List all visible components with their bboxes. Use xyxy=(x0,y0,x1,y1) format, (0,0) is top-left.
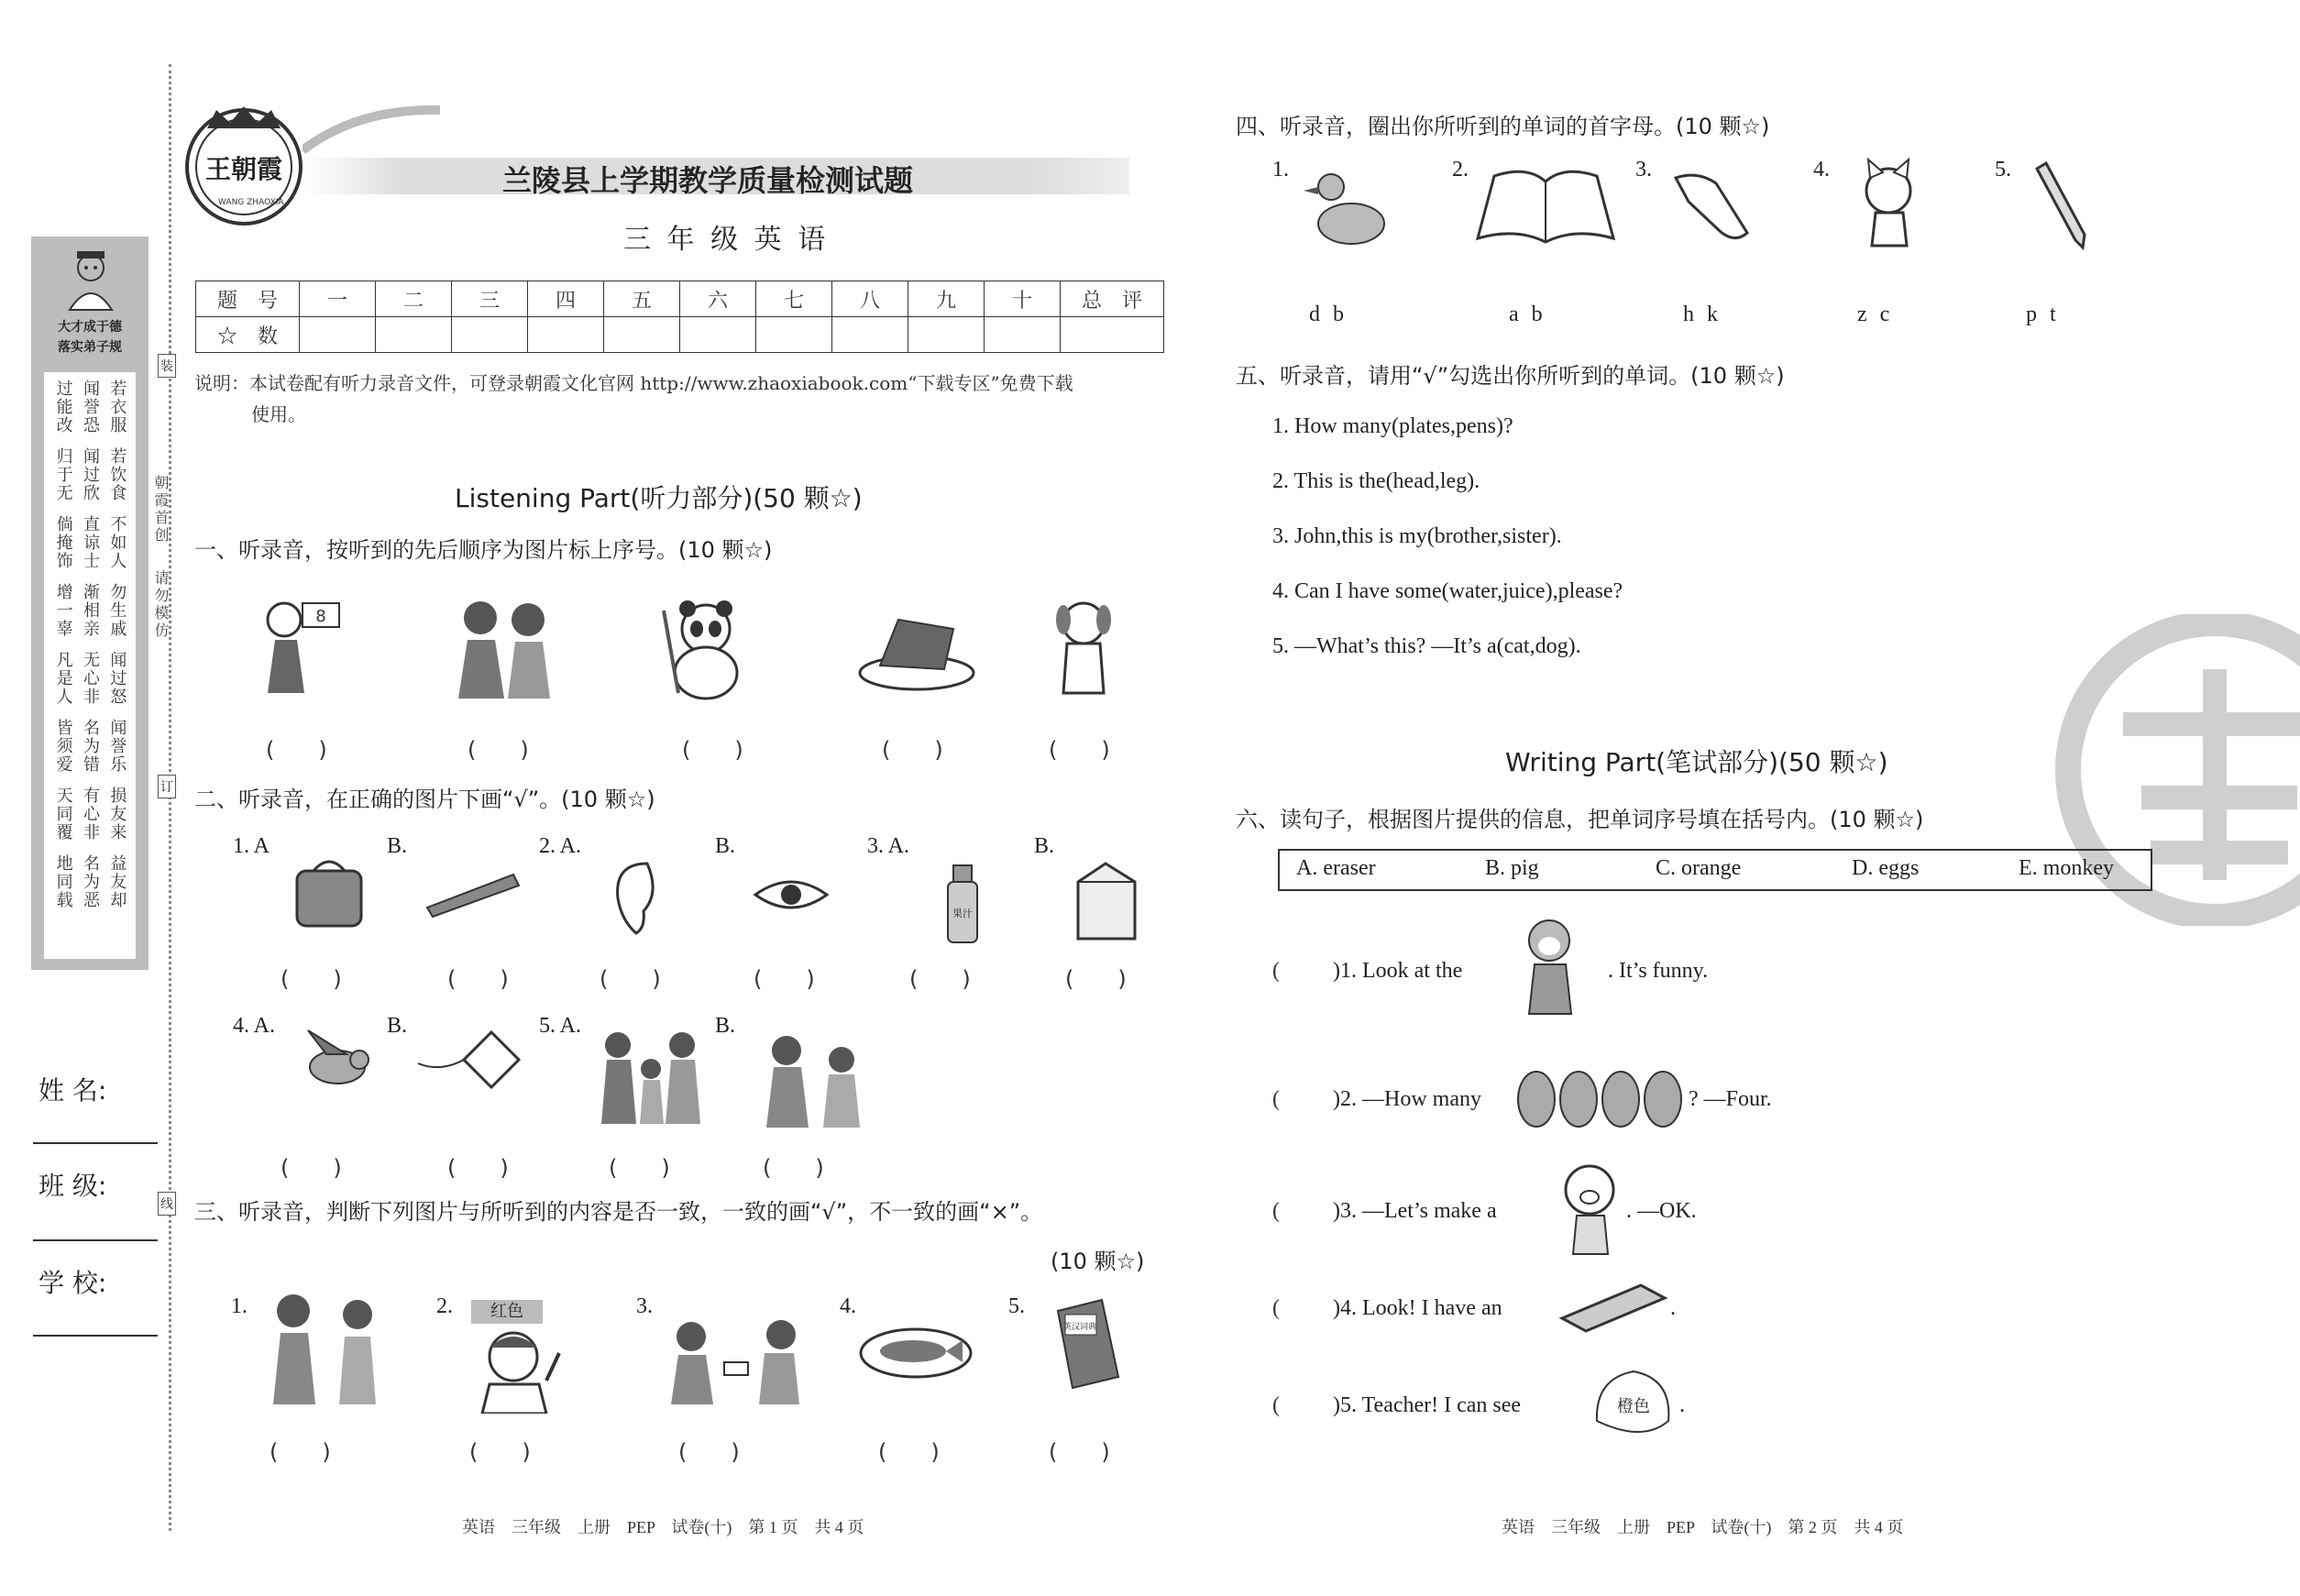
ear-picture xyxy=(609,856,664,939)
answer-blank[interactable]: ( ) xyxy=(763,1155,824,1181)
answer-blank[interactable]: ( ) xyxy=(1049,737,1110,763)
q5-item[interactable]: 2. This is the(head,leg). xyxy=(1272,469,1480,493)
answer-blank[interactable]: ( xyxy=(1272,1199,1280,1223)
item-number: 3. xyxy=(1635,158,1652,182)
sentence-3-start: )3. —Let’s make a xyxy=(1333,1199,1497,1223)
exam-title: 兰陵县上学期教学质量检测试题 xyxy=(502,163,914,198)
cat-picture xyxy=(1848,158,1931,249)
answer-blank[interactable]: ( xyxy=(1272,1296,1280,1320)
bird-picture xyxy=(290,1027,381,1100)
fish-dish-picture xyxy=(856,1311,975,1384)
question-1-heading: 一、听录音，按听到的先后顺序为图片标上序号。(10 颗☆) xyxy=(194,537,773,563)
answer-blank[interactable]: ( ) xyxy=(266,737,327,763)
sentence-4-start: )4. Look! I have an xyxy=(1333,1296,1502,1320)
option-label: B. xyxy=(1034,834,1055,858)
q5-item[interactable]: 3. John,this is my(brother,sister). xyxy=(1272,524,1562,548)
score-header-row: 题 号 一 二 三 四 五 六 七 八 九 十 总 评 xyxy=(196,281,1164,317)
monkey-picture xyxy=(1507,913,1590,1023)
dog-picture xyxy=(1036,592,1128,702)
pig-picture xyxy=(1553,1157,1626,1258)
class-field[interactable] xyxy=(33,1239,158,1241)
option-label: 1. A xyxy=(233,834,270,858)
answer-blank[interactable]: ( ) xyxy=(270,1439,331,1465)
option-label: 3. A. xyxy=(867,834,910,858)
answer-blank[interactable]: ( ) xyxy=(678,1439,740,1465)
milk-carton-picture xyxy=(1065,854,1148,946)
answer-blank[interactable]: ( ) xyxy=(754,966,815,992)
sentence-4-end: . xyxy=(1670,1296,1676,1320)
kite-picture xyxy=(413,1027,523,1100)
answer-blank[interactable]: ( ) xyxy=(447,1155,509,1181)
svg-text:英汉词典: 英汉词典 xyxy=(1062,1323,1097,1332)
schoolbag-picture xyxy=(288,853,370,935)
answer-blank[interactable]: ( ) xyxy=(281,966,342,992)
score-value-row: ☆ 数 xyxy=(196,317,1164,353)
page-footer-right: 英语 三年级 上册 PEP 试卷(十) 第 2 页 共 4 页 xyxy=(1502,1518,1904,1536)
letter-choices[interactable]: a b xyxy=(1509,303,1546,326)
poem-box xyxy=(44,372,136,959)
answer-blank[interactable]: ( ) xyxy=(468,737,529,763)
poem-row: 增一辜 渐相亲 勿生戚 xyxy=(53,583,127,638)
letter-choices[interactable]: h k xyxy=(1683,303,1722,326)
sidebar-panel xyxy=(31,237,149,970)
svg-text:橙色: 橙色 xyxy=(1617,1397,1650,1416)
answer-blank[interactable]: ( ) xyxy=(600,966,661,992)
letter-choices[interactable]: p t xyxy=(2026,303,2060,326)
option-eraser: A. eraser xyxy=(1296,856,1376,880)
poem-row: 倘掩饰 直谅士 不如人 xyxy=(53,515,127,570)
question-2-heading: 二、听录音，在正确的图片下画“√”。(10 颗☆) xyxy=(194,787,655,812)
giving-gift-picture xyxy=(658,1316,814,1408)
item-number: 1. xyxy=(231,1294,248,1318)
page-footer-left: 英语 三年级 上册 PEP 试卷(十) 第 1 页 共 4 页 xyxy=(462,1518,864,1536)
boy-waving-picture xyxy=(466,1326,567,1414)
binding-mark: 线 xyxy=(158,1192,176,1216)
question-5-heading: 五、听录音，请用“√”勾选出你所听到的单词。(10 颗☆) xyxy=(1236,363,1785,389)
hand-picture xyxy=(1670,165,1753,248)
item-number: 4. xyxy=(1813,158,1830,182)
option-label: B. xyxy=(387,834,408,858)
answer-blank[interactable]: ( xyxy=(1272,1087,1280,1111)
listening-title: Listening Part(听力部分)(50 颗☆) xyxy=(455,483,863,513)
score-table xyxy=(195,281,1164,353)
answer-blank[interactable]: ( ) xyxy=(1049,1439,1110,1465)
question-3-heading: 三、听录音，判断下列图片与所听到的内容是否一致，一致的画“√”，不一致的画“×”。 xyxy=(194,1199,1043,1225)
two-boys-picture xyxy=(752,1030,871,1131)
vertical-note-2: 请勿模仿 xyxy=(152,570,170,640)
school-label: 学 校: xyxy=(39,1268,107,1298)
poem-row: 皆须爱 名为错 闻誉乐 xyxy=(53,719,127,774)
ruler-picture xyxy=(422,864,523,919)
duck-picture xyxy=(1300,167,1392,259)
poem-row: 过能改 闻誉恐 若衣服 xyxy=(53,380,127,435)
eye-picture xyxy=(750,867,832,922)
instruction-note-cont: 使用。 xyxy=(251,403,306,425)
boy-and-girl-picture xyxy=(257,1291,394,1410)
poem-row: 地同载 名为恶 益友却 xyxy=(53,854,127,909)
scholar-icon xyxy=(59,246,123,315)
book-picture xyxy=(1472,163,1619,246)
question-4-heading: 四、听录音，圈出你所听到的单词的首字母。(10 颗☆) xyxy=(1236,114,1770,139)
logo-subtext: WANG ZHAOXIA xyxy=(218,198,284,207)
brand-logo xyxy=(180,101,308,229)
option-eggs: D. eggs xyxy=(1852,856,1920,880)
item-number: 3. xyxy=(636,1294,653,1318)
option-pig: B. pig xyxy=(1485,856,1539,880)
answer-blank[interactable]: ( xyxy=(1272,1393,1280,1417)
class-label: 班 级: xyxy=(39,1171,107,1201)
option-label: 5. A. xyxy=(539,1014,582,1038)
item-number: 2. xyxy=(436,1294,453,1318)
question-6-heading: 六、读句子，根据图片提供的信息，把单词序号填在括号内。(10 颗☆) xyxy=(1236,807,1924,832)
item-number: 1. xyxy=(1272,158,1289,182)
q5-item[interactable]: 4. Can I have some(water,juice),please? xyxy=(1272,579,1623,603)
item-number: 5. xyxy=(1995,158,2011,182)
sentence-2-end: ? —Four. xyxy=(1689,1087,1772,1111)
sentence-2-start: )2. —How many xyxy=(1333,1087,1481,1111)
q5-item[interactable]: 1. How many(plates,pens)? xyxy=(1272,414,1513,438)
dictionary-picture xyxy=(1045,1293,1128,1393)
sentence-3-end: . —OK. xyxy=(1626,1199,1697,1223)
answer-blank[interactable]: ( ) xyxy=(909,966,971,992)
option-label: B. xyxy=(715,1014,736,1038)
answer-blank[interactable]: ( ) xyxy=(281,1155,342,1181)
bread-picture xyxy=(853,601,981,693)
answer-blank[interactable]: ( ) xyxy=(1065,966,1127,992)
sentence-5-end: . xyxy=(1679,1393,1685,1417)
panda-picture xyxy=(651,592,761,702)
instruction-note: 说明：本试卷配有听力录音文件，可登录朝霞文化官网 http://www.zhaoxiabook.com“下载专区”免费下载 xyxy=(194,372,1073,394)
q5-item[interactable]: 5. —What’s this? —It’s a(cat,dog). xyxy=(1272,634,1581,658)
option-monkey: E. monkey xyxy=(2019,856,2114,880)
answer-blank[interactable]: ( ) xyxy=(447,966,509,992)
answer-blank[interactable]: ( ) xyxy=(469,1439,531,1465)
motto: 大才成于德 落实弟子规 xyxy=(58,320,122,355)
name-label: 姓 名: xyxy=(39,1075,107,1106)
ribbon-decoration xyxy=(303,99,440,154)
vertical-note-1: 朝霞首创 xyxy=(152,475,170,545)
letter-choices[interactable]: z c xyxy=(1857,303,1894,326)
binding-mark: 订 xyxy=(158,775,176,798)
option-label: 4. A. xyxy=(233,1014,276,1038)
eggs-picture xyxy=(1514,1067,1689,1131)
poem-row: 天同覆 有心非 损友来 xyxy=(53,787,127,842)
option-label: B. xyxy=(387,1014,408,1038)
answer-blank[interactable]: ( ) xyxy=(609,1155,670,1181)
svg-text:王朝霞: 王朝霞 xyxy=(204,154,283,184)
exam-subtitle: 三 年 级 英 语 xyxy=(623,224,830,256)
option-label: B. xyxy=(715,834,736,858)
pencil-picture xyxy=(2028,161,2092,253)
sentence-1-end: . It’s funny. xyxy=(1608,959,1709,983)
girl-number-card-picture xyxy=(248,592,358,702)
svg-text:8: 8 xyxy=(315,607,326,626)
answer-blank[interactable]: ( ) xyxy=(682,737,743,763)
sentence-1-start: )1. Look at the xyxy=(1333,959,1463,983)
answer-blank[interactable]: ( ) xyxy=(882,737,943,763)
svg-text:果汁: 果汁 xyxy=(952,908,973,919)
question-3-score: (10 颗☆) xyxy=(1051,1249,1145,1274)
juice-bottle-picture xyxy=(935,856,990,948)
leaf-picture xyxy=(1588,1366,1679,1448)
answer-blank[interactable]: ( ) xyxy=(878,1439,940,1465)
letter-choices[interactable]: d b xyxy=(1309,303,1348,326)
binding-mark: 装 xyxy=(158,354,176,378)
option-label: 2. A. xyxy=(539,834,582,858)
word-options-box xyxy=(1278,849,2152,891)
color-card: 红色 xyxy=(471,1300,543,1324)
item-number: 5. xyxy=(1008,1294,1025,1318)
writing-title: Writing Part(笔试部分)(50 颗☆) xyxy=(1505,747,1888,777)
poem-row: 归于无 闻过欣 若饮食 xyxy=(53,447,127,502)
option-orange: C. orange xyxy=(1656,856,1742,880)
school-field[interactable] xyxy=(33,1335,158,1337)
poem-row: 凡是人 无心非 闻过怒 xyxy=(53,651,127,706)
item-number: 2. xyxy=(1452,158,1469,182)
eraser-picture xyxy=(1557,1280,1670,1335)
family-picture xyxy=(590,1027,710,1128)
answer-blank[interactable]: ( xyxy=(1272,959,1280,983)
name-field[interactable] xyxy=(33,1142,158,1144)
sentence-5-start: )5. Teacher! I can see xyxy=(1333,1393,1522,1417)
two-girls-picture xyxy=(440,592,568,702)
item-number: 4. xyxy=(840,1294,856,1318)
